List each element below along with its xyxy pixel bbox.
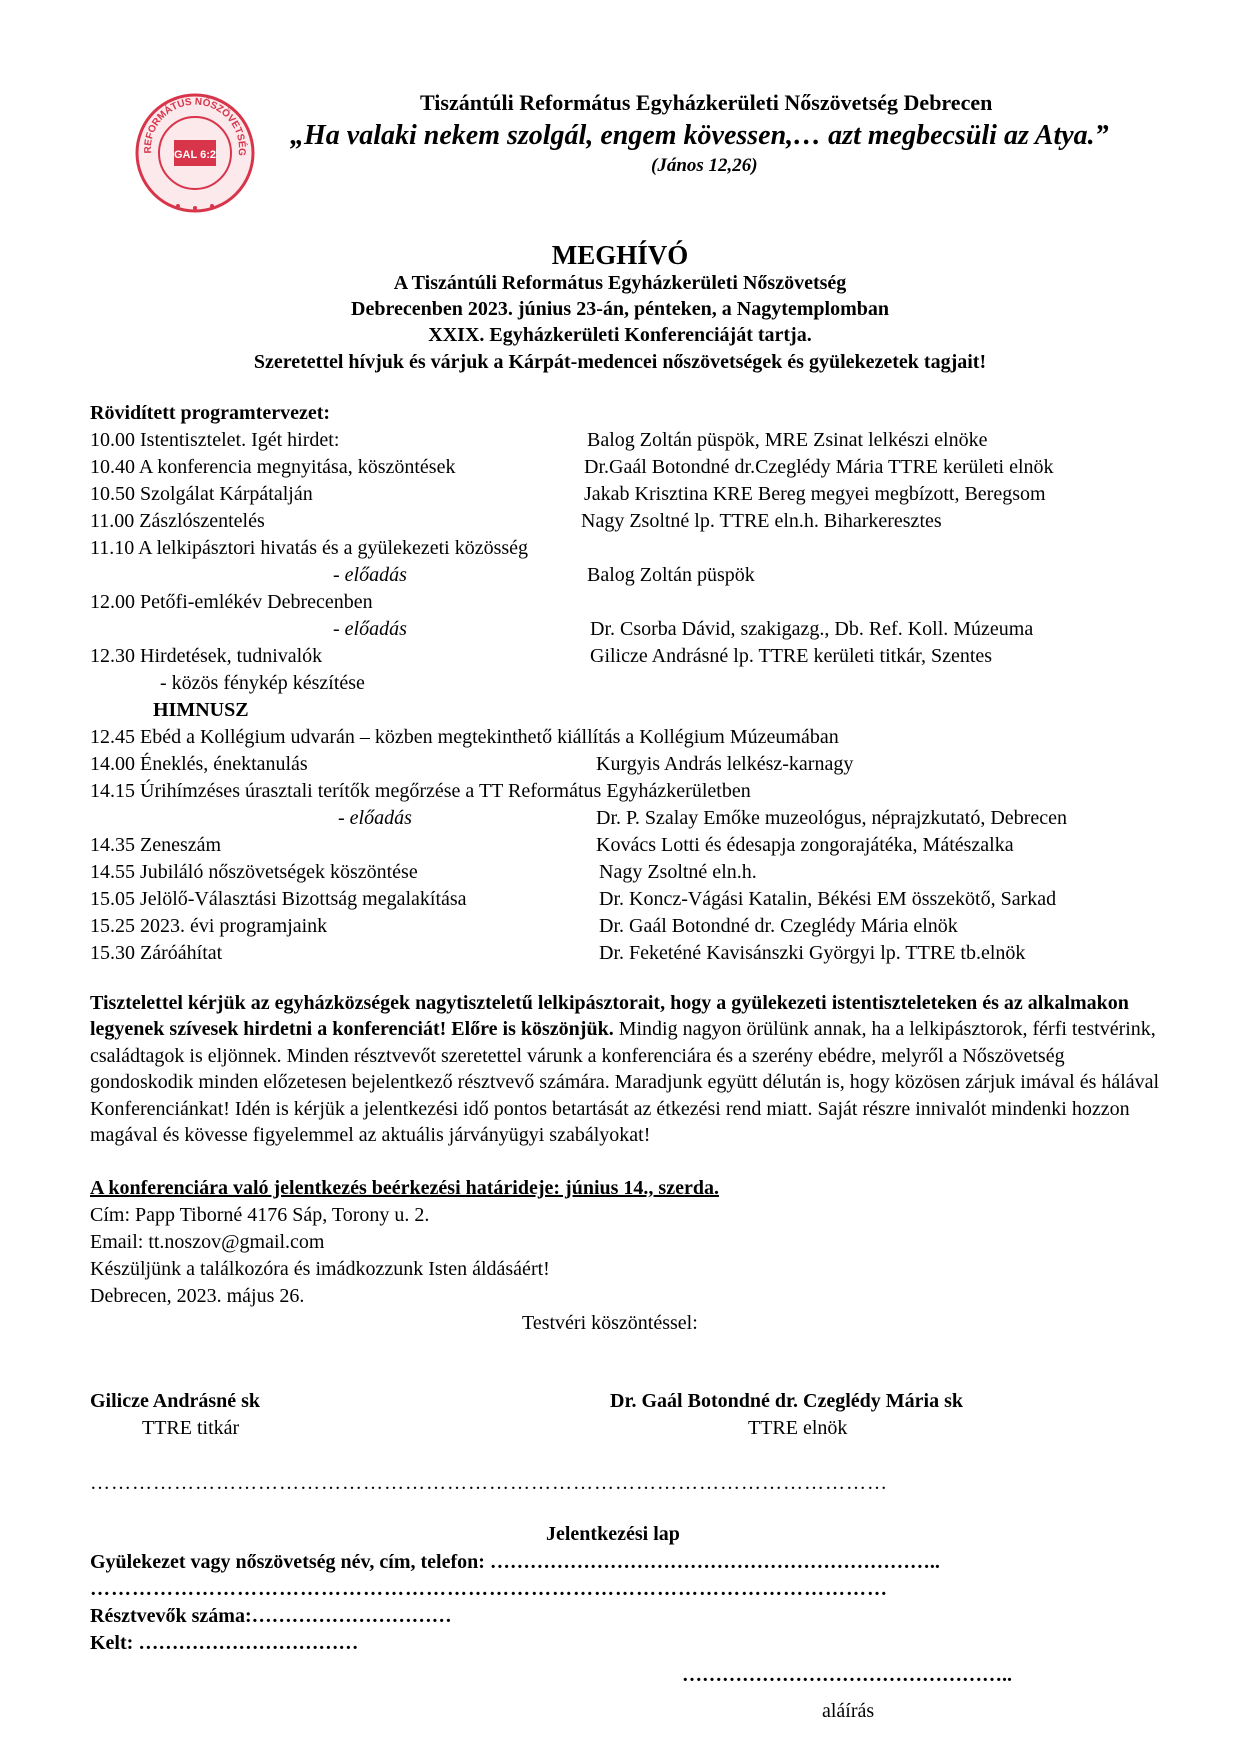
program-subitem: - előadás (333, 564, 407, 586)
signature-right-name: Dr. Gaál Botondné dr. Czeglédy Mária sk (610, 1390, 963, 1412)
field-participants-label: Résztvevők száma: (90, 1605, 252, 1627)
invite-title: MEGHÍVÓ (551, 240, 689, 270)
program-speaker: Balog Zoltán püspök (587, 564, 755, 586)
greeting: Testvéri köszöntéssel: (522, 1312, 698, 1334)
program-time: 10.00 Istentisztelet. Igét hirdet: (90, 429, 340, 451)
program-time: 11.00 Zászlószentelés (90, 510, 265, 532)
logo-badge: GAL 6:2 (174, 149, 216, 161)
program-time: 10.40 A konferencia megnyitása, köszöntések (90, 456, 456, 478)
program-time: 15.05 Jelölő-Választási Bizottság megalakítása (90, 888, 467, 910)
program-speaker: Kurgyis András lelkész-karnagy (596, 753, 854, 775)
program-time: 14.15 Úrihímzéses úrasztali terítők megőrzése a TT Református Egyházkerületben (90, 780, 751, 802)
bible-quote: „Ha valaki nekem szolgál, engem kövessen,… azt megbecsüli az Atya.” (290, 120, 1109, 151)
anthem: HIMNUSZ (153, 699, 249, 721)
field-participants-dots[interactable]: ………………………… (251, 1605, 452, 1627)
invite-line: A Tiszántúli Református Egyházkerületi Nőszövetség (393, 272, 847, 294)
field-congregation-label: Gyülekezet vagy nőszövetség név, cím, telefon: (90, 1551, 485, 1573)
field-date[interactable] (90, 1632, 358, 1655)
program-time: 12.30 Hirdetések, tudnivalók (90, 645, 323, 667)
program-time: 10.50 Szolgálat Kárpátalján (90, 483, 313, 505)
signature-right-title: TTRE elnök (748, 1417, 848, 1439)
bible-reference: (János 12,26) (651, 155, 758, 176)
invite-line: Szeretettel hívjuk és várjuk a Kárpát-medencei nőszövetségek és gyülekezetek tagjait! (253, 351, 987, 373)
program-speaker: Dr. Gaál Botondné dr. Czeglédy Mária elnök (599, 915, 958, 937)
signature-left-title: TTRE titkár (142, 1417, 240, 1439)
body-paragraph (90, 990, 1160, 1148)
program-time: 14.35 Zeneszám (90, 834, 222, 856)
program-speaker: Balog Zoltán püspök, MRE Zsinat lelkészi elnöke (587, 429, 988, 451)
program-subitem: - előadás (333, 618, 407, 640)
email: Email: tt.noszov@gmail.com (90, 1231, 325, 1253)
program-speaker: Gilicze Andrásné lp. TTRE kerületi titkár, Szentes (590, 645, 993, 667)
program-time: 11.10 A lelkipásztori hivatás és a gyülekezeti közösség (90, 537, 529, 559)
signature-left-name: Gilicze Andrásné sk (90, 1390, 261, 1412)
program-subitem: - előadás (338, 807, 412, 829)
program-time: 15.25 2023. évi programjaink (90, 915, 328, 937)
program-time: 12.45 Ebéd a Kollégium udvarán – közben megtekinthető kiállítás a Kollégium Múzeumában (90, 726, 839, 748)
closing-line: Készüljünk a találkozóra és imádkozzunk Isten áldásáért! (90, 1258, 550, 1280)
field-congregation[interactable] (90, 1551, 940, 1574)
body-text: Mindig nagyon örülünk annak, ha a lelkipásztorok, férfi testvérink, családtagok is eljönnek. Minden résztvevőt szeretettel várunk a konferenciára és a szerény ebédre, melyről a Nőszövetség gondoskodik minden előzetesen bejelentkező résztvevő számára. Maradjunk együtt délután is, hogy közösen zárjuk imával és hálával Konferenciánkat! Idén is kérjük a jelentkezési idő pontos betartását az étkezési rend miatt. Saját részre innivalót mindenki hozzon magával és kövesse figyelemmel az aktuális járványügyi szabályokat! (90, 1018, 1160, 1147)
program-speaker: Dr.Gaál Botondné dr.Czeglédy Mária TTRE kerületi elnök (584, 456, 1054, 478)
signature-label: aláírás (822, 1700, 875, 1722)
form-title: Jelentkezési lap (546, 1523, 680, 1545)
deadline: A konferenciára való jelentkezés beérkezési határideje: június 14., szerda. (90, 1177, 719, 1199)
field-congregation-dots[interactable]: ………………………………………………………….. (484, 1551, 940, 1573)
program-time: 14.55 Jubiláló nőszövetségek köszöntése (90, 861, 418, 883)
program-speaker: Nagy Zsoltné lp. TTRE eln.h. Biharkeresztes (581, 510, 942, 532)
program-subitem: - közös fénykép készítése (160, 672, 365, 694)
nőszövetség-logo (130, 88, 260, 218)
document-date: Debrecen, 2023. május 26. (90, 1285, 305, 1307)
field-participants[interactable] (90, 1605, 452, 1628)
field-congregation-continued[interactable]: …………………………………………………………………………………………………… (90, 1578, 888, 1600)
field-signature-dots[interactable]: ………………………………………….. (682, 1664, 1012, 1686)
program-speaker: Jakab Krisztina KRE Bereg megyei megbízott, Beregsom (584, 483, 1046, 505)
program-speaker: Dr. Csorba Dávid, szakigazg., Db. Ref. Koll. Múzeuma (590, 618, 1034, 640)
program-time: 15.30 Záróáhítat (90, 942, 223, 964)
field-date-label: Kelt: (90, 1632, 134, 1654)
program-speaker: Kovács Lotti és édesapja zongorajátéka, Mátészalka (596, 834, 1014, 856)
program-time: 14.00 Éneklés, énektanulás (90, 753, 308, 775)
program-speaker: Dr. Feketéné Kavisánszki Györgyi lp. TTRE tb.elnök (599, 942, 1026, 964)
invite-line: Debrecenben 2023. június 23-án, pénteken, a Nagytemplomban (351, 298, 889, 320)
request-text: Tisztelettel kérjük az egyházközségek nagytiszteletű lelkipásztorait, hogy a gyülekezeti istentiszteleteken és az alkalmakon legyenek szívesek hirdetni a konferenciát! Előre is köszönjük. (90, 992, 1129, 1041)
address: Cím: Papp Tiborné 4176 Sáp, Torony u. 2. (90, 1204, 430, 1226)
program-heading: Rövidített programtervezet: (90, 402, 331, 424)
program-speaker: Dr. P. Szalay Emőke muzeológus, néprajzkutató, Debrecen (596, 807, 1067, 829)
separator-line: …………………………………………………………………………………………………… (90, 1472, 888, 1494)
program-speaker: Dr. Koncz-Vágási Katalin, Békési EM összekötő, Sarkad (599, 888, 1057, 910)
org-name: Tiszántúli Református Egyházkerületi Nőszövetség Debrecen (420, 90, 993, 115)
field-date-dots[interactable]: …………………………… (133, 1632, 359, 1654)
invite-line: XXIX. Egyházkerületi Konferenciáját tartja. (428, 324, 812, 346)
program-speaker: Nagy Zsoltné eln.h. (599, 861, 757, 883)
logo-text: REFORMÁTUS NŐSZÖVETSÉG (142, 96, 248, 157)
program-time: 12.00 Petőfi-emlékév Debrecenben (90, 591, 373, 613)
